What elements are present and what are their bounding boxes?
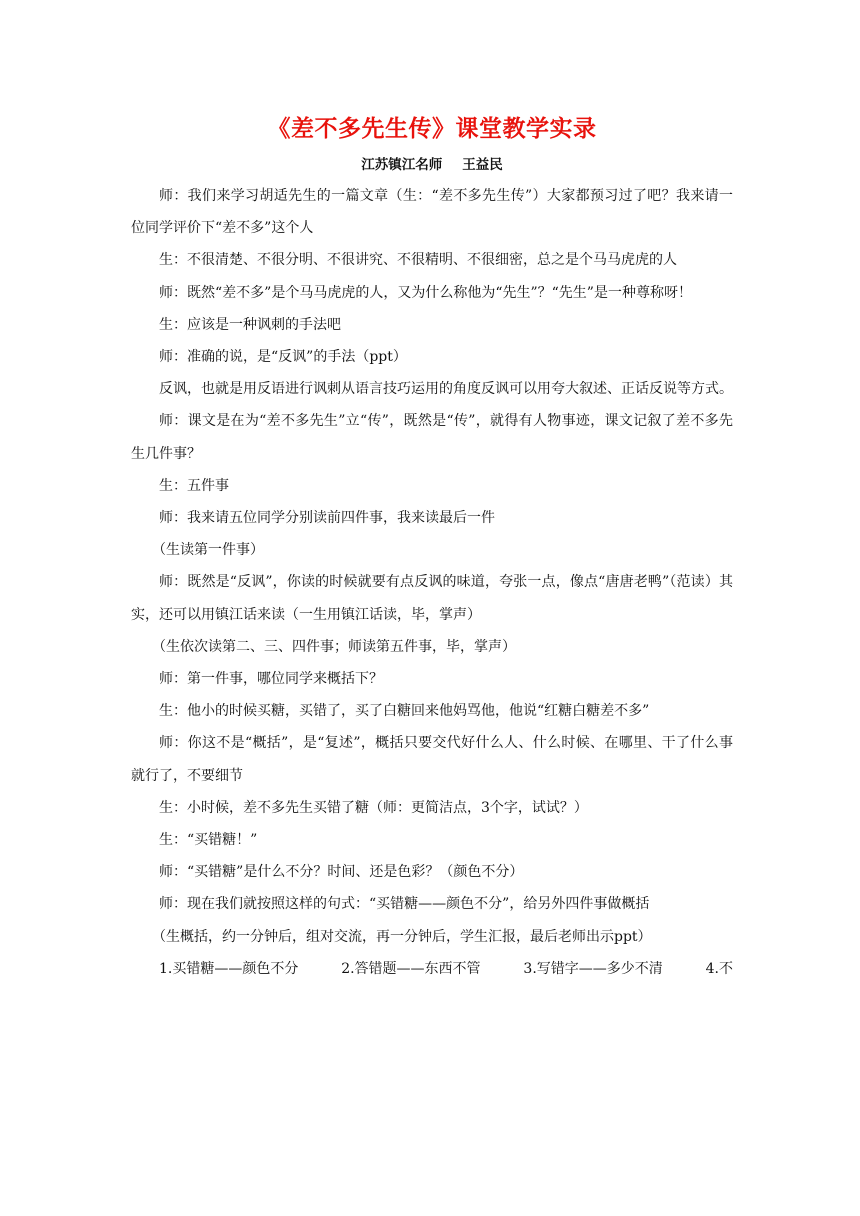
paragraph: 师：我们来学习胡适先生的一篇文章（生：“差不多先生传”）大家都预习过了吧？我来请一位同学评价下“差不多”这个人 — [131, 188, 733, 237]
paragraph: 生：他小的时候买糖，买错了，买了白糖回来他妈骂他，他说“红糖白糖差不多” — [159, 703, 650, 720]
summary-item: 3.写错字——多少不清 — [523, 960, 663, 977]
paragraph: 师：课文是在为“差不多先生”立“传”，既然是“传”，就得有人物事迹，课文记叙了差不多先生几件事？ — [131, 413, 733, 462]
paragraph: 师：“买错糖”是什么不分？时间、还是色彩？（颜色不分） — [159, 864, 524, 881]
paragraph: 生：小时候，差不多先生买错了糖（师：更简洁点，3个字，试试？） — [159, 799, 588, 816]
paragraph: 生：不很清楚、不很分明、不很讲究、不很精明、不很细密，总之是个马马虎虎的人 — [159, 252, 677, 269]
paragraph: 生：应该是一种讽刺的手法吧 — [159, 316, 341, 333]
paragraph: 师：既然“差不多”是个马马虎虎的人，又为什么称他为“先生”？“先生”是一种尊称呀！ — [159, 284, 692, 301]
paragraph: 生：五件事 — [159, 477, 229, 494]
paragraph: （生读第一件事） — [152, 542, 264, 559]
paragraph: 师：你这不是“概括”，是“复述”，概括只要交代好什么人、什么时候、在哪里、干了什么事就行了，不要细节 — [131, 735, 733, 784]
author-name: 王益民 — [462, 157, 503, 173]
paragraph: 生：“买错糖！” — [159, 832, 258, 849]
paragraph: 师：既然是“反讽”，你读的时候就要有点反讽的味道，夸张一点，像点“唐唐老鸭”（范读）其实，还可以用镇江话来读（一生用镇江话读，毕，掌声） — [131, 574, 733, 623]
summary-item: 1.买错糖——颜色不分 — [159, 960, 299, 977]
summary-line — [131, 953, 733, 985]
paragraph: 师：现在我们就按照这样的句式：“买错糖——颜色不分”，给另外四件事做概括 — [159, 896, 650, 913]
document-title: 《差不多先生传》课堂教学实录 — [267, 115, 597, 142]
summary-item: 2.答错题——东西不管 — [341, 960, 481, 977]
paragraph: 师：第一件事，哪位同学来概括下？ — [159, 671, 383, 688]
author-line — [131, 154, 733, 176]
author-affiliation: 江苏镇江名师 — [361, 157, 443, 173]
paragraph: （生概括，约一分钟后，组对交流，再一分钟后，学生汇报，最后老师出示ppt） — [152, 928, 652, 945]
paragraph: （生依次读第二、三、四件事；师读第五件事，毕，掌声） — [152, 638, 516, 655]
paragraph: 师：我来请五位同学分别读前四件事，我来读最后一件 — [159, 510, 495, 527]
paragraph: 反讽，也就是用反语进行讽刺从语言技巧运用的角度反讽可以用夸大叙述、正话反说等方式。 — [159, 381, 733, 398]
paragraph: 师：准确的说，是“反讽”的手法（ppt） — [159, 349, 407, 366]
summary-item: 4.不 — [705, 960, 733, 977]
